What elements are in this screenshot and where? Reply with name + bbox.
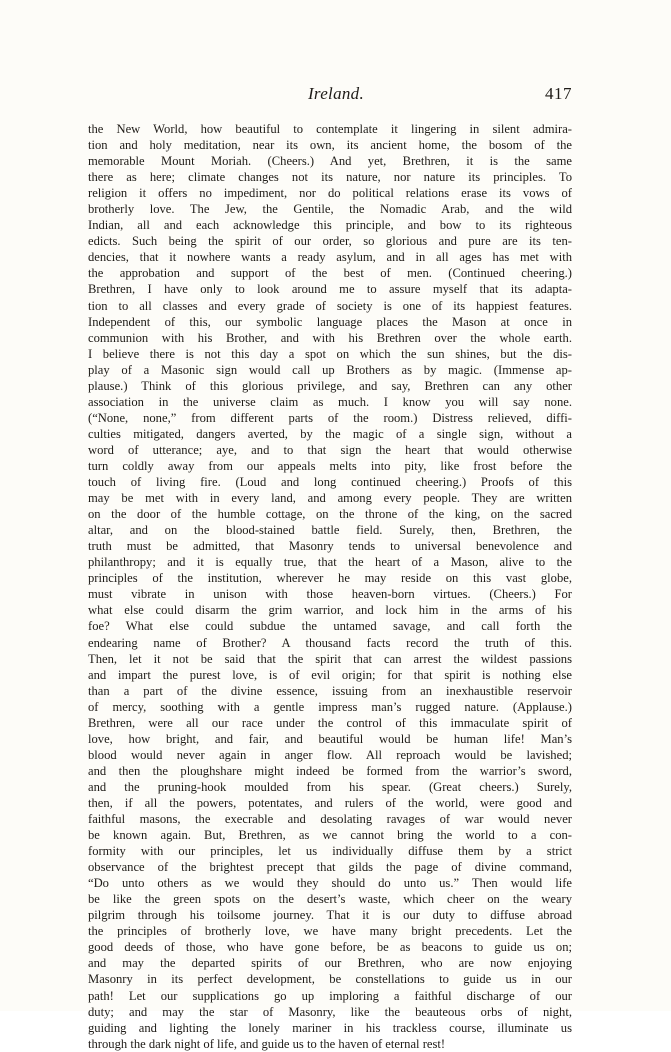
text-line: brotherly love. The Jew, the Gentile, the Nomadic Arab, and the wild bbox=[88, 202, 572, 217]
text-line: (“None, none,” from different parts of the room.) Distress relieved, diffi- bbox=[88, 410, 572, 425]
body-paragraph bbox=[88, 121, 572, 1052]
text-line: formity with our principles, let us individually diffuse them by a strict bbox=[88, 844, 572, 859]
text-line: tion and holy meditation, near its own, its ancient home, the bosom of the bbox=[88, 138, 572, 153]
text-line: through the dark night of life, and guide us to the haven of eternal rest! bbox=[88, 1036, 446, 1051]
text-line: guiding and lighting the lonely mariner in his trackless course, illuminate us bbox=[88, 1020, 572, 1035]
text-line: blood would never again in anger flow. All reproach would be lavished; bbox=[88, 747, 572, 762]
text-line: foe? What else could subdue the untamed savage, and call forth the bbox=[88, 619, 572, 634]
text-line: may be met with in every land, and among every people. They are written bbox=[88, 491, 572, 506]
text-line: and may the departed spirits of our Brethren, who are now enjoying bbox=[88, 956, 572, 971]
text-line: religion it offers no impediment, nor do political relations erase its vows of bbox=[88, 186, 572, 201]
text-line: endearing name of Brother? A thousand facts record the truth of this. bbox=[88, 635, 572, 650]
text-line: principles of the institution, wherever he may reside on this vast globe, bbox=[88, 571, 572, 586]
text-line: Then, let it not be said that the spirit that can arrest the wildest passions bbox=[88, 651, 572, 666]
text-line: there as here; climate changes not its nature, nor nature its principles. To bbox=[88, 170, 572, 185]
text-line: on the door of the humble cottage, on the throne of the king, on the sacred bbox=[88, 507, 572, 522]
text-line: turn coldly away from our appeals melts into pity, like frost before the bbox=[88, 458, 572, 473]
text-line: path! Let our supplications go up imploring a faithful discharge of our bbox=[88, 988, 572, 1003]
text-line: touch of living fire. (Loud and long continued cheering.) Proofs of this bbox=[88, 475, 572, 490]
text-line: truth must be admitted, that Masonry tends to universal benevolence and bbox=[88, 539, 572, 554]
text-line: be like the green spots on the desert’s waste, which cheer on the weary bbox=[88, 892, 572, 907]
text-line: and impart the purest love, is of evil origin; for that spirit is nothing else bbox=[88, 667, 572, 682]
text-line: faithful masons, the execrable and desolating ravages of war would never bbox=[88, 812, 572, 827]
text-line: tion to all classes and every grade of society is one of its happiest features. bbox=[88, 298, 572, 313]
text-line: I believe there is not this day a spot on which the sun shines, but the dis- bbox=[88, 346, 572, 361]
page-header bbox=[100, 84, 572, 108]
text-line: be known again. But, Brethren, as we cannot bring the world to a con- bbox=[88, 828, 572, 843]
text-line: observance of the brightest precept that gilds the page of divine command, bbox=[88, 860, 572, 875]
text-line: then, if all the powers, potentates, and rulers of the world, were good and bbox=[88, 795, 572, 810]
text-line: Brethren, were all our race under the control of this immaculate spirit of bbox=[88, 715, 572, 730]
text-line: “Do unto others as we would they should do unto us.” Then would life bbox=[88, 876, 572, 891]
text-line: what else could disarm the grim warrior, and lock him in the arms of his bbox=[88, 603, 572, 618]
text-line: play of a Masonic sign would call up Brothers as by magic. (Immense ap- bbox=[88, 362, 572, 377]
text-line: memorable Mount Moriah. (Cheers.) And yet, Brethren, it is the same bbox=[88, 154, 572, 169]
text-line: culties mitigated, dangers averted, by the magic of a single sign, without a bbox=[88, 426, 572, 441]
text-line: than a part of the divine essence, issuing from an inexhaustible reservoir bbox=[88, 683, 572, 698]
page-number: 417 bbox=[545, 84, 572, 103]
text-line: must vibrate in unison with those heaven-born virtues. (Cheers.) For bbox=[88, 587, 572, 602]
text-line: love, how bright, and fair, and beautiful would be human life! Man’s bbox=[88, 731, 572, 746]
text-line: the New World, how beautiful to contemplate it lingering in silent admira- bbox=[88, 122, 572, 136]
text-line: association in the universe claim as much. I know you will say none. bbox=[88, 394, 572, 409]
text-line: and then the ploughshare might indeed be formed from the warrior’s sword, bbox=[88, 763, 572, 778]
text-line: altar, and on the blood-stained battle field. Surely, then, Brethren, the bbox=[88, 523, 572, 538]
text-line: pilgrim through his toilsome journey. That it is our duty to diffuse abroad bbox=[88, 908, 572, 923]
text-line: edicts. Such being the spirit of our order, so glorious and pure are its ten- bbox=[88, 234, 572, 249]
text-line: philanthropy; and it is equally true, that the heart of a Mason, alive to the bbox=[88, 555, 572, 570]
running-head: Ireland. bbox=[307, 84, 365, 103]
text-line: the principles of brotherly love, we have many bright precedents. Let the bbox=[88, 924, 572, 939]
text-line: of mercy, soothing with a gentle impress man’s rugged nature. (Applause.) bbox=[88, 699, 572, 714]
text-line: and the pruning-hook moulded from his spear. (Great cheers.) Surely, bbox=[88, 779, 572, 794]
text-line: good deeds of those, who have gone before, be as beacons to guide us on; bbox=[88, 940, 572, 955]
text-line: plause.) Think of this glorious privilege, and say, Brethren can any other bbox=[88, 378, 572, 393]
text-line: Masonry in its perfect development, be constellations to guide us in our bbox=[88, 972, 572, 987]
text-line: Independent of this, our symbolic language places the Mason at once in bbox=[88, 314, 572, 329]
text-line: Indian, all and each acknowledge this principle, and bow to its righteous bbox=[88, 218, 572, 233]
text-line: the approbation and support of the best of men. (Continued cheering.) bbox=[88, 266, 572, 281]
text-line: word of utterance; aye, and to that sign the heart that would otherwise bbox=[88, 442, 572, 457]
text-line: Brethren, I have only to look around me to assure myself that its adapta- bbox=[88, 282, 572, 297]
text-line: communion with his Brother, and with his Brethren over the whole earth. bbox=[88, 330, 572, 345]
text-line: duty; and may the star of Masonry, like the beauteous orbs of night, bbox=[88, 1004, 572, 1019]
text-line: dencies, that it nowhere wants a ready asylum, and in all ages has met with bbox=[88, 250, 572, 265]
